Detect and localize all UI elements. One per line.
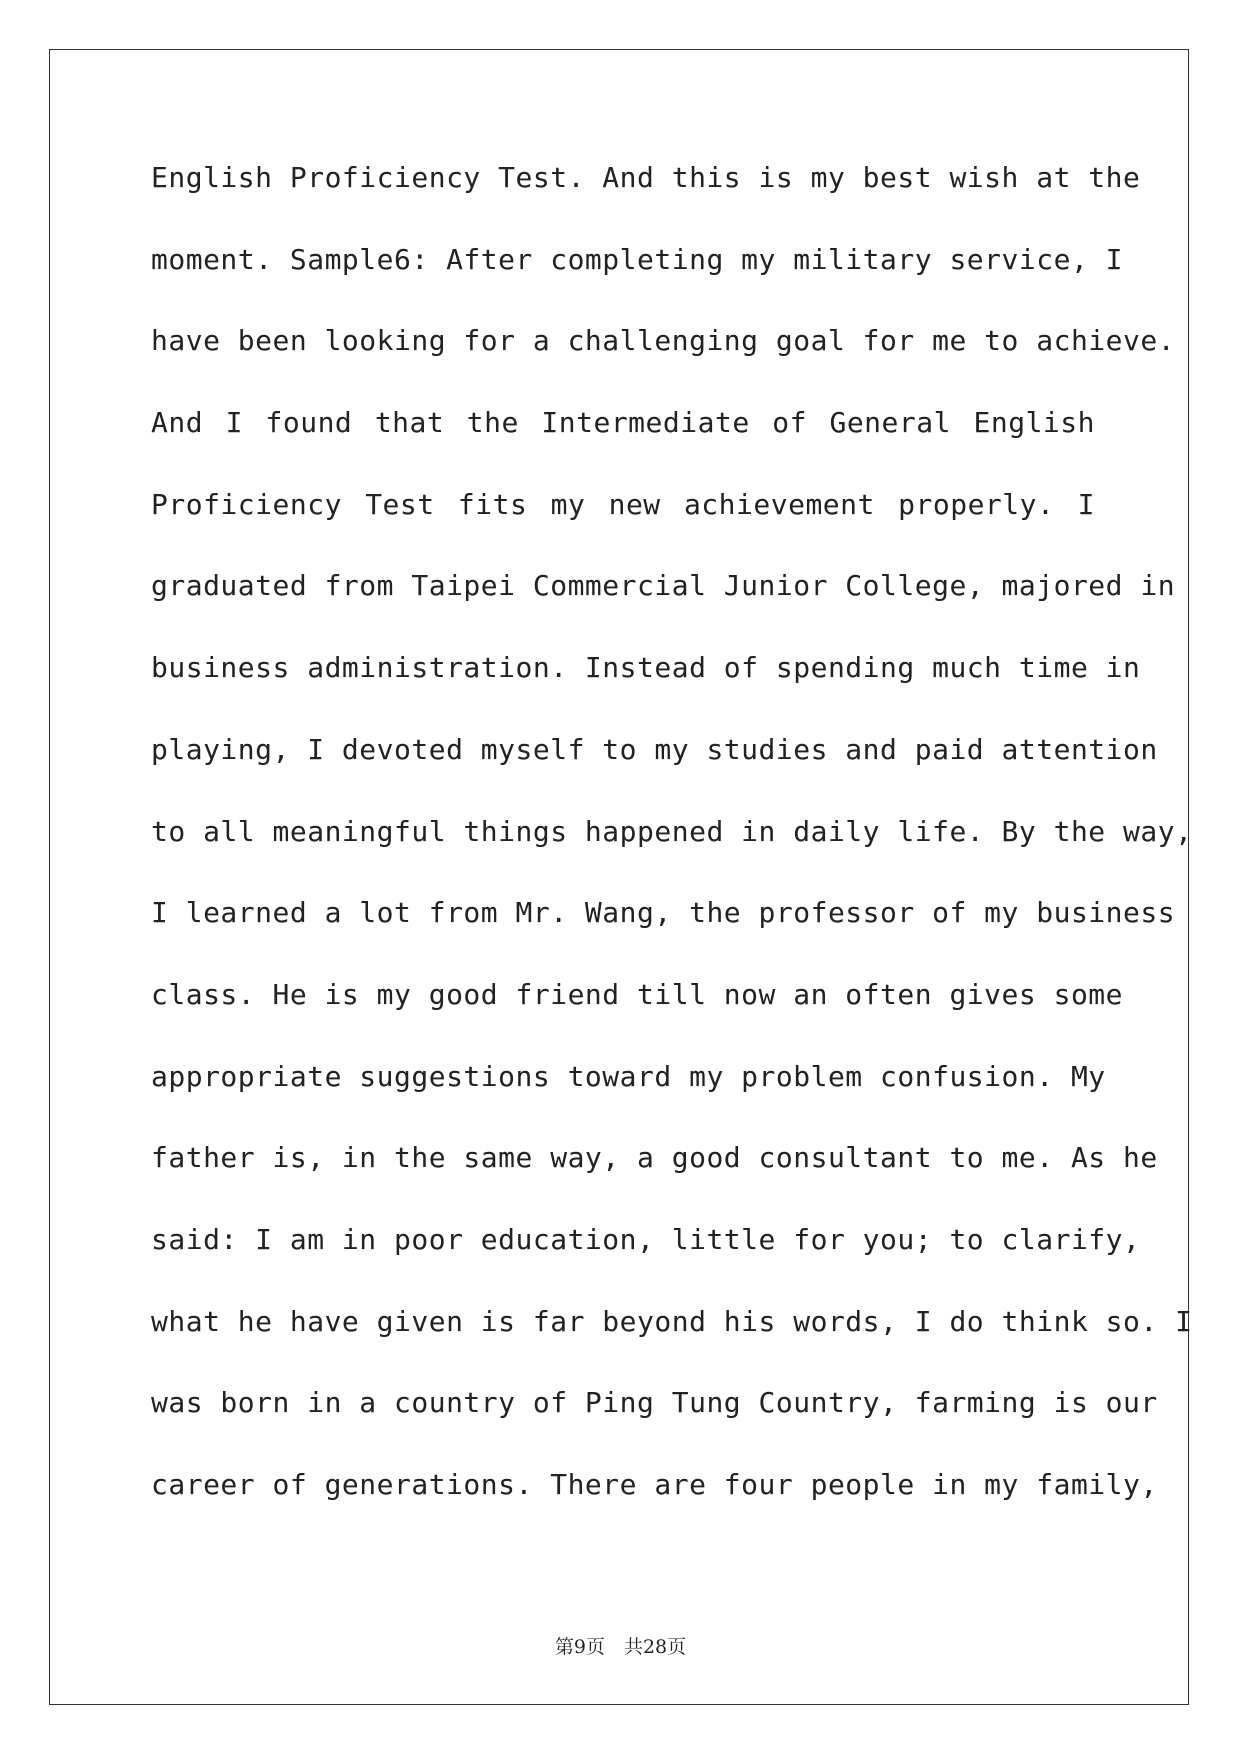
text-line: class. He is my good friend till now an often gives some [151,977,1124,1011]
text-line: have been looking for a challenging goal for me to achieve. [151,324,1176,358]
text-line: career of generations. There are four people in my family, [151,1468,1158,1501]
text-line: Proficiency Test fits my new achievement properly. I [151,487,1095,521]
body-text [151,160,1193,1549]
text-line: business administration. Instead of spending much time in [151,651,1141,685]
text-line: said: I am in poor education, little for you; to clarify, [151,1222,1141,1256]
text-line: father is, in the same way, a good consultant to me. As he [151,1141,1158,1175]
text-line: moment. Sample6: After completing my military service, I [151,242,1124,276]
text-line: was born in a country of Ping Tung Country, farming is our [151,1386,1158,1420]
text-line: what he have given is far beyond his words, I do think so. I [151,1304,1193,1338]
text-line: English Proficiency Test. And this is my best wish at the [151,161,1141,194]
text-line: appropriate suggestions toward my problem confusion. My [151,1059,1106,1093]
page-number-footer: 第9页 共28页 [554,1636,687,1658]
text-line: playing, I devoted myself to my studies and paid attention [151,732,1158,766]
text-line: to all meaningful things happened in daily life. By the way, [151,814,1193,848]
text-line: I learned a lot from Mr. Wang, the professor of my business [151,896,1176,930]
text-line: graduated from Taipei Commercial Junior College, majored in [151,569,1176,603]
text-line: And I found that the Intermediate of General English [151,406,1095,440]
